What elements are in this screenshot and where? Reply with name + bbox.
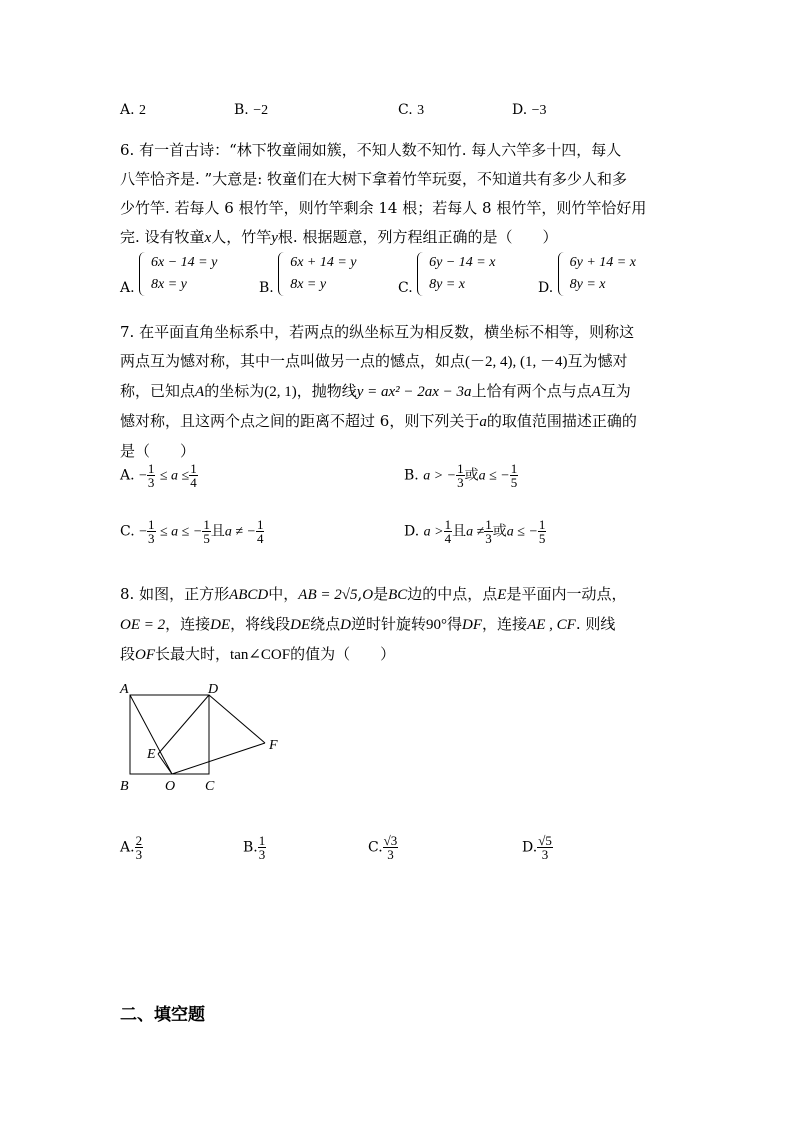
q8-option-b: B. $\frac{1}{3}$ (243, 833, 266, 862)
q7-option-a: A. − $\frac{1}{3}$ ≤ a ≤ $\frac{1}{4}$ (120, 461, 197, 490)
label-d: D (208, 682, 219, 697)
q8-option-d: D. $\frac{√5}{3}$ (522, 833, 552, 862)
label-f: F (269, 738, 278, 753)
square-abcd (130, 695, 209, 774)
q5-option-c: C. 3 (398, 102, 425, 118)
label-b: B (120, 779, 129, 794)
label-e: E (147, 747, 156, 762)
segment-eo (158, 754, 172, 774)
q8-geometry-figure (110, 676, 290, 800)
q8-option-c: C. $\frac{√3}{3}$ (368, 833, 398, 862)
q5-option-d: D. −3 (512, 102, 547, 118)
segment-df (209, 695, 265, 743)
q7-option-c: C. − $\frac{1}{3}$ ≤ a ≤ − $\frac{1}{5}$ 且a ≠ − $\frac{1}{4}$ (120, 517, 264, 546)
segment-de (158, 695, 209, 754)
q6-option-b: B. 6x + 14 = y 8x = y (259, 252, 357, 296)
q7-option-b: B. a > − $\frac{1}{3}$ 或a ≤ − $\frac{1}{5}$ (404, 461, 518, 490)
segment-ae-extended (130, 695, 172, 774)
question-7-text: 7. 在平面直角坐标系中，若两点的纵坐标互为相反数，横坐标不相等，则称这 两点互为憾对称，其中一点叫做另一点的憾点，如点(－2, 4), (1, －4)互为憾对 称，已知点A的坐标为(2, 1)，抛物线y = ax² − 2ax − 3a上恰有两个点与点A互为 憾对称，且这两个点之间的距离不超过 6，则下列关于a的取值范围描述正确的 是（ ） (120, 323, 637, 460)
q6-option-c: C. 6y − 14 = x 8y = x (398, 252, 495, 296)
q6-option-d: D. 6y + 14 = x 8y = x (538, 252, 636, 296)
q5-option-b: B. −2 (234, 102, 269, 118)
label-o: O (165, 779, 176, 794)
q5-option-a: A. 2 (120, 102, 147, 118)
label-c: C (205, 779, 215, 794)
question-8-text: 8. 如图，正方形ABCD中，AB = 2√5,O是BC边的中点，点E是平面内一动点， OE = 2，连接DE，将线段DE绕点D逆时针旋转90°得DF，连接AE , CF. 则线 段OF长最大时，tan∠COF的值为（ ） (120, 585, 627, 663)
q8-option-a: A. $\frac{2}{3}$ (120, 833, 143, 862)
question-6-text: 6. 有一首古诗：“林下牧童闹如簇，不知人数不知竹. 每人六竿多十四，每人 八竿恰齐是. ”大意是: 牧童们在大树下拿着竹竿玩耍，不知道共有多少人和多 少竹竿. 若每人 6 根竹竿，则竹竿剩余 14 根；若每人 8 根竹竿，则竹竿恰好用 完. 设有牧童x人，竹竿y根. 根据题意，列方程组正确的是（ ） (120, 141, 647, 246)
segment-fo (172, 743, 265, 774)
label-a: A (120, 682, 129, 697)
q6-option-a: A. 6x − 14 = y 8x = y (120, 252, 217, 296)
section-2-heading: 二、填空题 (120, 1005, 205, 1025)
q7-option-d: D. a > $\frac{1}{4}$ 且a ≠ $\frac{1}{3}$ 或a ≤ − $\frac{1}{5}$ (404, 517, 546, 546)
